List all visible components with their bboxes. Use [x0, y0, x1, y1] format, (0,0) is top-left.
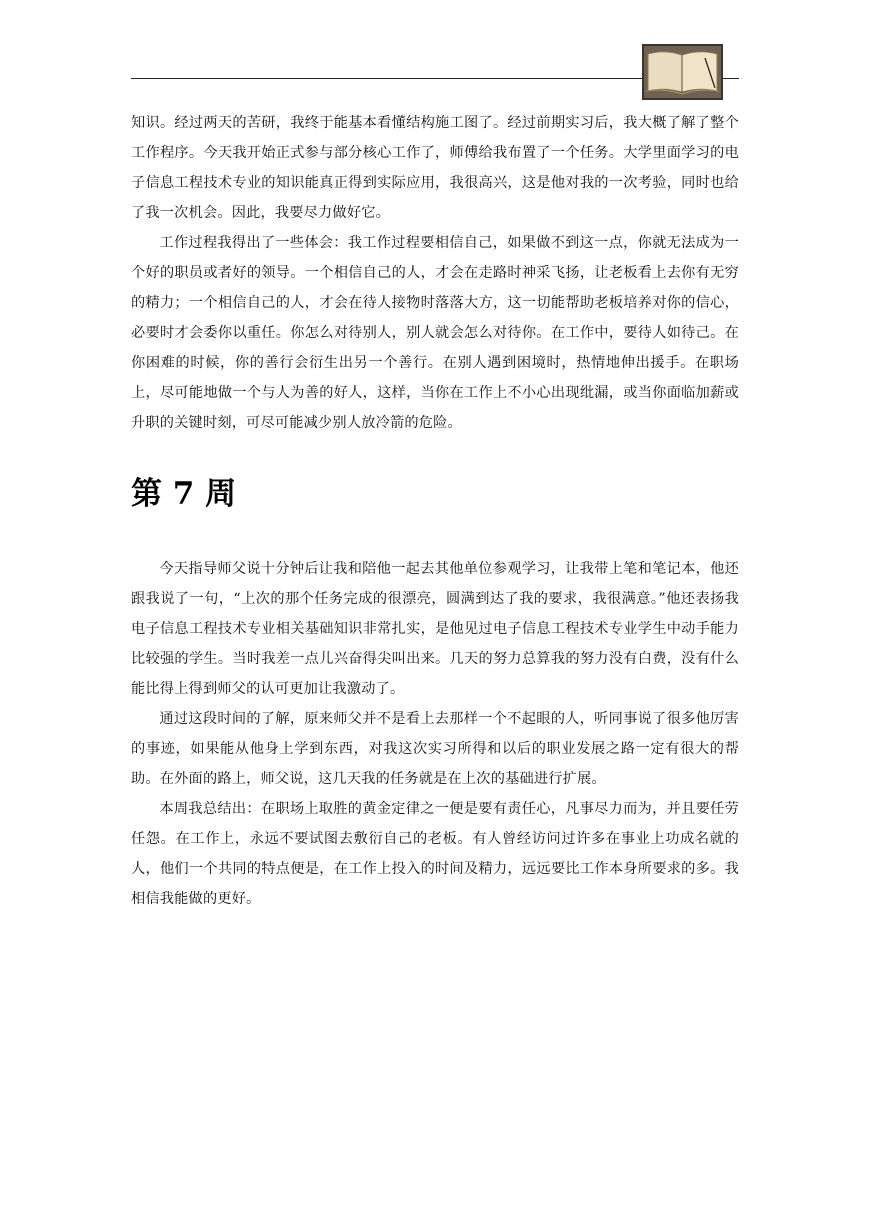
internship-journal-logo [642, 44, 723, 100]
page-header [0, 0, 869, 100]
document-body [131, 108, 739, 914]
paragraph-work-reflection: 工作过程我得出了一些体会：我工作过程要相信自己，如果做不到这一点，你就无法成为一个好的职员或者好的领导。一个相信自己的人，才会在走路时神采飞扬，让老板看上去你有无穷的精力；一个相信自己的人，才会在待人接物时落落大方，这一切能帮助老板培养对你的信心，必要时才会委你以重任。你怎么对待别人，别人就会怎么对待你。在工作中，要待人如待己。在你困难的时候，你的善行会衍生出另一个善行。在别人遇到困境时，热情地伸出援手。在职场上，尽可能地做一个与人为善的好人，这样，当你在工作上不小心出现纰漏，或当你面临加薪或升职的关键时刻，可尽可能减少别人放冷箭的危险。 [131, 235, 739, 431]
section-heading-week-7: 第 7 周 [131, 476, 237, 512]
paragraph-weekly-summary: 本周我总结出：在职场上取胜的黄金定律之一便是要有责任心，凡事尽力而为，并且要任劳任怨。在工作上，永远不要试图去敷衍自己的老板。有人曾经访问过许多在事业上功成名就的人，他们一个共同的特点便是，在工作上投入的时间及精力，远远要比工作本身所要求的多。我相信我能做的更好。 [131, 801, 739, 907]
paragraph-site-visit: 今天指导师父说十分钟后让我和陪他一起去其他单位参观学习，让我带上笔和笔记本，他还跟我说了一句，“上次的那个任务完成的很漂亮，圆满到达了我的要求，我很满意。”他还表扬我电子信息工程技术专业相关基础知识非常扎实，是他见过电子信息工程技术专业学生中动手能力比较强的学生。当时我差一点儿兴奋得尖叫出来。几天的努力总算我的努力没有白费，没有什么能比得上得到师父的认可更加让我激动了。 [131, 561, 739, 697]
paragraph-mentor: 通过这段时间的了解，原来师父并不是看上去那样一个不起眼的人，听同事说了很多他厉害的事迹，如果能从他身上学到东西，对我这次实习所得和以后的职业发展之路一定有很大的帮助。在外面的路上，师父说，这几天我的任务就是在上次的基础进行扩展。 [131, 711, 739, 787]
paragraph-continuation: 知识。经过两天的苦研，我终于能基本看懂结构施工图了。经过前期实习后，我大概了解了整个工作程序。今天我开始正式参与部分核心工作了，师傅给我布置了一个任务。大学里面学习的电子信息工程技术专业的知识能真正得到实际应用，我很高兴，这是他对我的一次考验，同时也给了我一次机会。因此，我要尽力做好它。 [131, 115, 739, 221]
